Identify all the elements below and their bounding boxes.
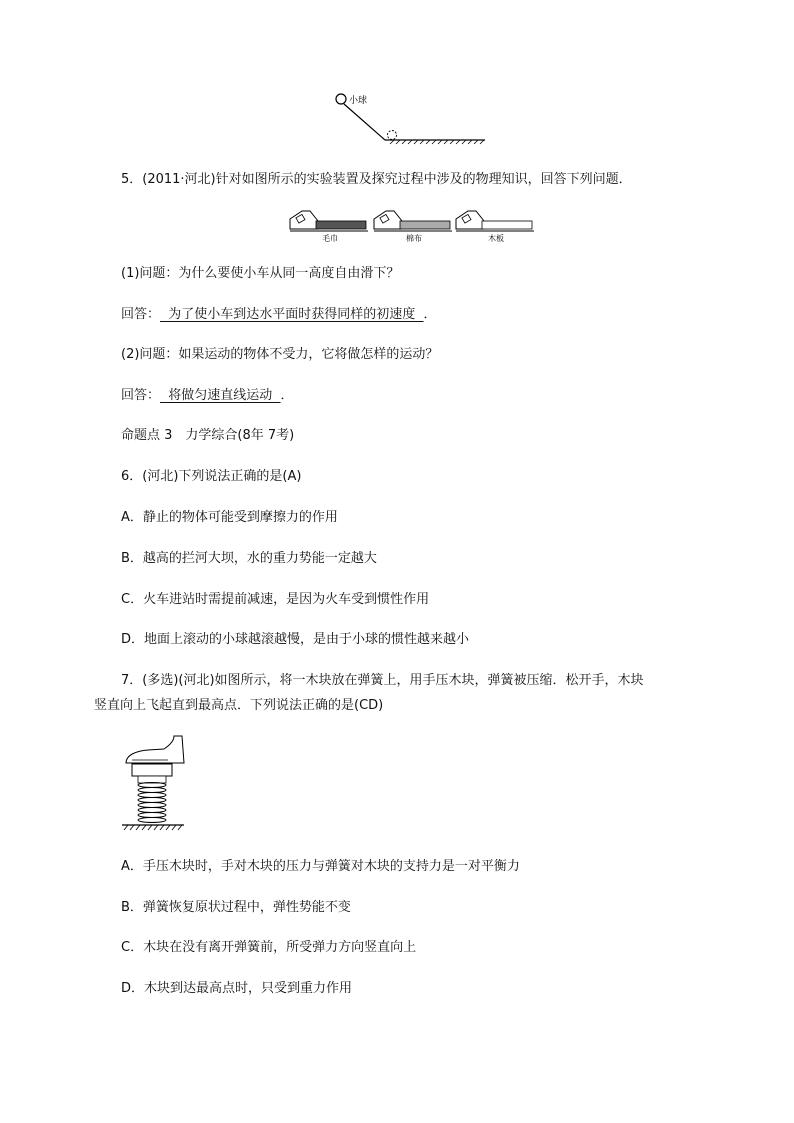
answer-prefix: 回答： bbox=[121, 307, 161, 322]
q6-option-d: D．地面上滚动的小球越滚越慢，是由于小球的惯性越来越小 bbox=[121, 632, 470, 647]
incline-ball-figure bbox=[330, 88, 490, 146]
surfaces-figure bbox=[288, 207, 538, 243]
surface-label-towel: 毛巾 bbox=[322, 234, 338, 243]
q6-option-b: B．越高的拦河大坝，水的重力势能一定越大 bbox=[121, 551, 377, 566]
spring-icon bbox=[138, 783, 166, 823]
q7-stem-line1: 7．(多选)(河北)如图所示，将一木块放在弹簧上，用手压木块，弹簧被压缩．松开手，木块 bbox=[121, 673, 644, 688]
ramp-towel bbox=[290, 211, 368, 243]
q7-option-b: B．弹簧恢复原状过程中，弹性势能不变 bbox=[121, 900, 351, 915]
q5-sub2-question: (2)问题：如果运动的物体不受力，它将做怎样的运动？ bbox=[121, 347, 439, 362]
q5-sub1-question: (1)问题：为什么要使小车从同一高度自由滑下？ bbox=[121, 266, 400, 281]
q6-option-a: A．静止的物体可能受到摩擦力的作用 bbox=[121, 510, 338, 525]
q5-sub1-answer bbox=[121, 306, 437, 324]
ramp-wood bbox=[456, 211, 534, 243]
answer-suffix: ． bbox=[423, 307, 437, 322]
q6-stem: 6．(河北)下列说法正确的是(A) bbox=[121, 469, 302, 484]
surface-label-cotton: 棉布 bbox=[406, 234, 422, 243]
spring-block-figure bbox=[118, 733, 190, 833]
block-icon bbox=[132, 764, 172, 776]
ramp-cotton bbox=[374, 211, 452, 243]
section-heading: 命题点 3 力学综合(8年 7考) bbox=[121, 428, 295, 443]
incline-line bbox=[344, 104, 385, 140]
q5-sub2-answer bbox=[121, 387, 294, 405]
answer-suffix: ． bbox=[280, 388, 294, 403]
ball-label: 小球 bbox=[349, 96, 368, 106]
answer-prefix: 回答： bbox=[121, 388, 161, 403]
q7-option-d: D．木块到达最高点时，只受到重力作用 bbox=[121, 981, 353, 996]
ball-ghost-icon bbox=[388, 131, 397, 140]
surface-label-wood: 木板 bbox=[488, 234, 504, 243]
answer-text: 为了使小车到达水平面时获得同样的初速度 bbox=[160, 307, 424, 322]
hand-icon bbox=[126, 736, 184, 763]
answer-text: 将做匀速直线运动 bbox=[160, 388, 281, 403]
q6-option-c: C．火车进站时需提前减速，是因为火车受到惯性作用 bbox=[121, 592, 430, 607]
q7-stem-line2: 竖直向上飞起直到最高点．下列说法正确的是(CD) bbox=[94, 698, 384, 713]
q7-option-a: A．手压木块时，手对木块的压力与弹簧对木块的支持力是一对平衡力 bbox=[121, 859, 520, 874]
q7-option-c: C．木块在没有离开弹簧前，所受弹力方向竖直向上 bbox=[121, 940, 417, 955]
ball-icon bbox=[336, 94, 346, 104]
q5-stem: 5．(2011·河北)针对如图所示的实验装置及探究过程中涉及的物理知识，回答下列问题． bbox=[121, 172, 632, 187]
